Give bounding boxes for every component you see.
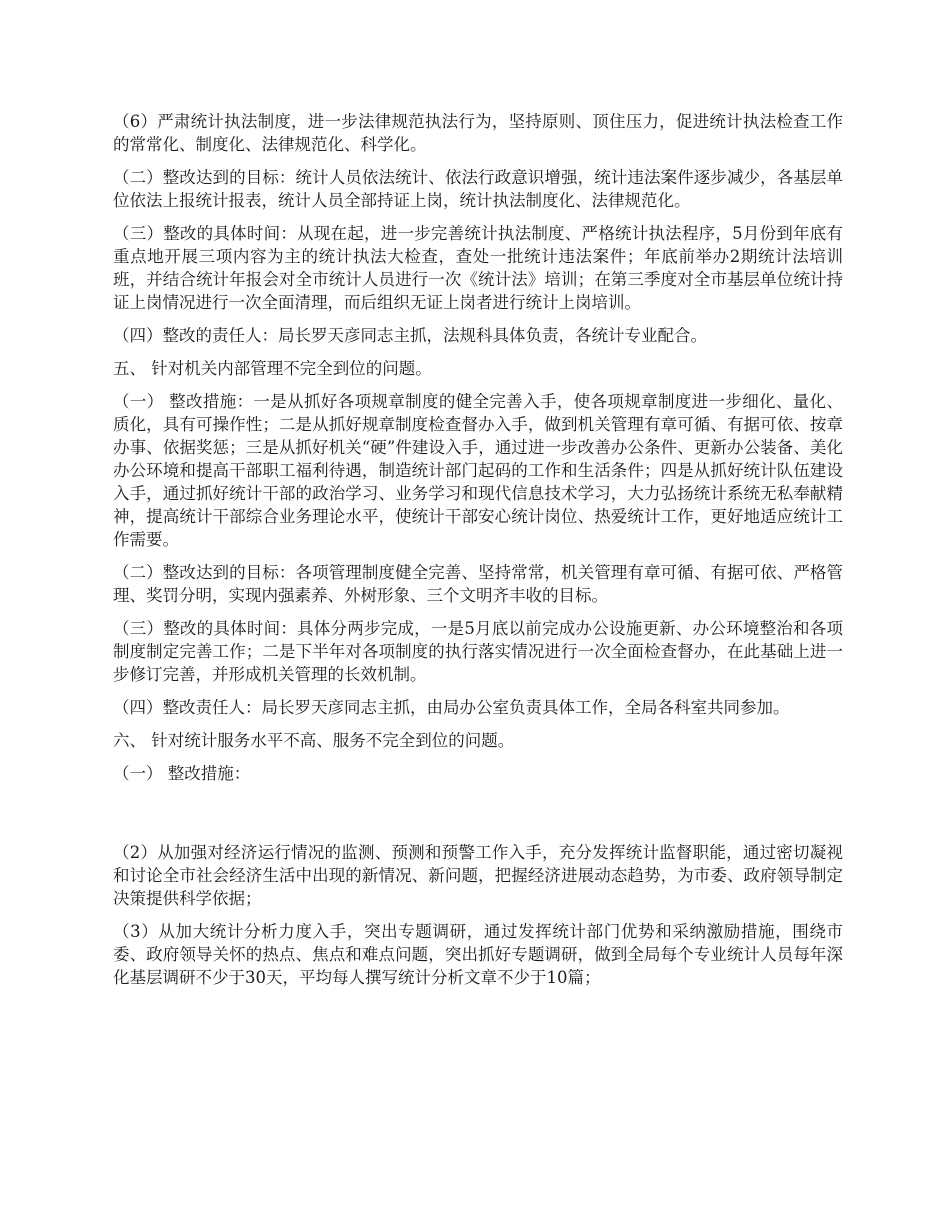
paragraph-measures-management: （一） 整改措施：一是从抓好各项规章制度的健全完善入手，使各项规章制度进一步细化、量化、质化，具有可操作性；二是从抓好规章制度检查督办入手，做到机关管理有章可循、有据可依、按章办事、依据奖惩；三是从抓好机关“硬”件建设入手，通过进一步改善办公条件、更新办公装备、美化办公环境和提高干部职工福利待遇，制造统计部门起码的工作和生活条件；四是从抓好统计队伍建设入手，通过抓好统计干部的政治学习、业务学习和现代信息技术学习，大力弘扬统计系统无私奉献精神，提高统计干部综合业务理论水平，使统计干部安心统计岗位、热爱统计工作，更好地适应统计工作需要。: [113, 392, 843, 549]
section-heading-five: 五、 针对机关内部管理不完全到位的问题。: [113, 359, 432, 378]
section-heading-six: 六、 针对统计服务水平不高、服务不完全到位的问题。: [113, 731, 515, 750]
paragraph-law-enforcement-system: （6）严肃统计执法制度，进一步法律规范执法行为，坚持原则、顶住压力，促进统计执法检查工作的常常化、制度化、法律规范化、科学化。: [113, 112, 843, 154]
paragraph-timeline-law: （三）整改的具体时间：从现在起，进一步完善统计执法制度、严格统计执法程序，5月份到年底有重点地开展三项内容为主的统计执法大检查，查处一批统计违法案件；年底前举办2期统计法培训班，并结合统计年报会对全市统计人员进行一次《统计法》培训；在第三季度对全市基层单位统计持证上岗情况进行一次全面清理，而后组织无证上岗者进行统计上岗培训。: [113, 224, 843, 312]
paragraph-responsible-law: （四）整改的责任人：局长罗天彦同志主抓，法规科具体负责，各统计专业配合。: [113, 326, 707, 345]
blank-gap: [113, 795, 843, 841]
paragraph-goal-management: （二）整改达到的目标：各项管理制度健全完善、坚持常常，机关管理有章可循、有据可依、严格管理、奖罚分明，实现内强素养、外树形象、三个文明齐丰收的目标。: [113, 563, 843, 605]
paragraph-timeline-management: （三）整改的具体时间：具体分两步完成，一是5月底以前完成办公设施更新、办公环境整治和各项制度制定完善工作；二是下半年对各项制度的执行落实情况进行一次全面检查督办，在此基础上进一步修订完善，并形成机关管理的长效机制。: [113, 619, 843, 684]
document-body: [113, 110, 843, 999]
paragraph-responsible-management: （四）整改责任人：局长罗天彦同志主抓，由局办公室负责具体工作，全局各科室共同参加。: [113, 698, 790, 717]
paragraph-measures-service-heading: （一） 整改措施：: [113, 764, 251, 783]
paragraph-monitoring: （2）从加强对经济运行情况的监测、预测和预警工作入手，充分发挥统计监督职能，通过密切凝视和讨论全市社会经济生活中出现的新情况、新问题，把握经济进展动态趋势，为市委、政府领导制定决策提供科学依据；: [113, 843, 843, 908]
paragraph-analysis: （3）从加大统计分析力度入手，突出专题调研，通过发挥统计部门优势和采纳激励措施，围绕市委、政府领导关怀的热点、焦点和难点问题，突出抓好专题调研，做到全局每个专业统计人员每年深化基层调研不少于30天，平均每人撰写统计分析文章不少于10篇；: [113, 922, 843, 987]
paragraph-goal-law: （二）整改达到的目标：统计人员依法统计、依法行政意识增强，统计违法案件逐步减少，各基层单位依法上报统计报表，统计人员全部持证上岗，统计执法制度化、法律规范化。: [113, 168, 843, 210]
